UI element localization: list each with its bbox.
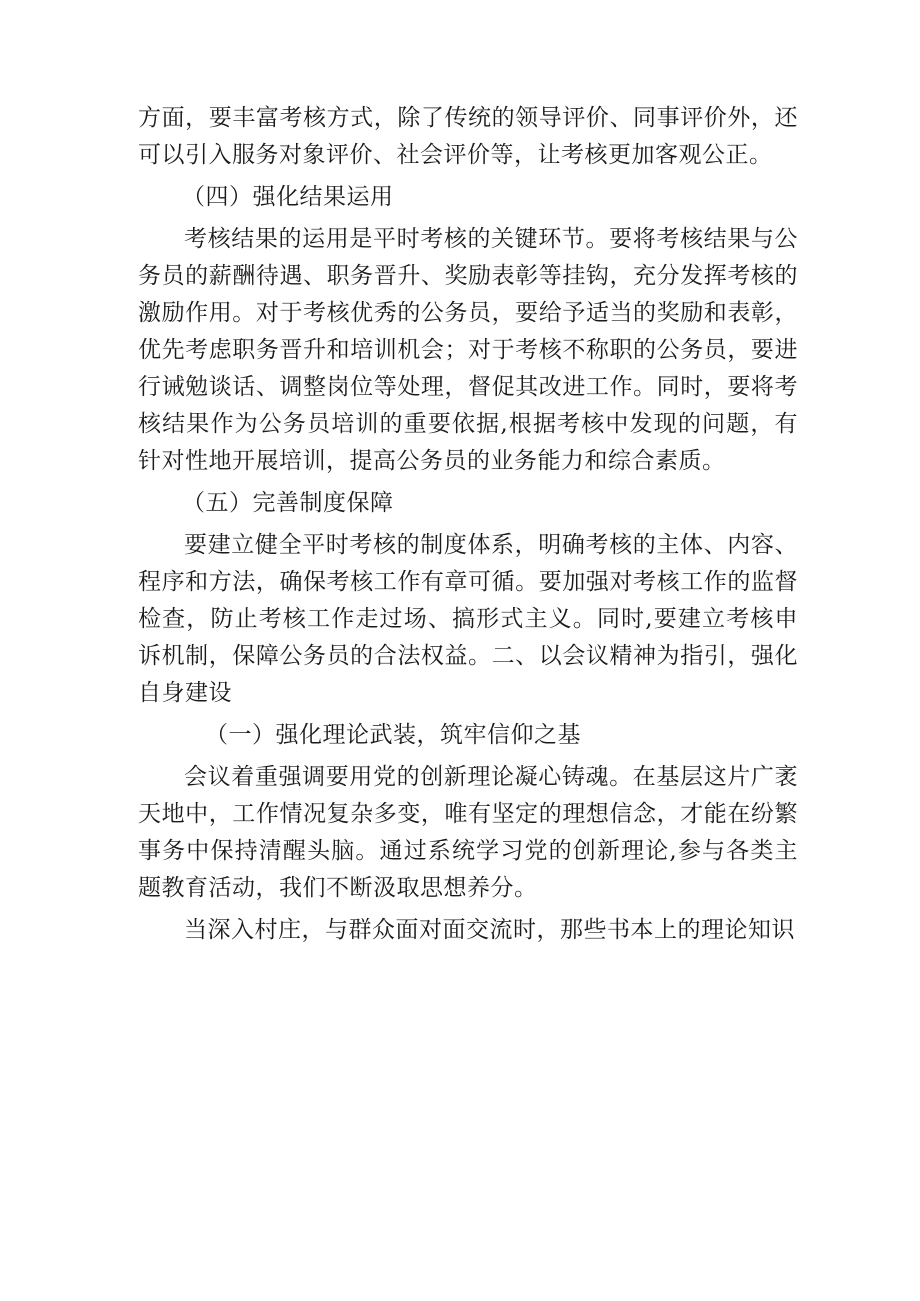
section-heading-5: （五）完善制度保障	[182, 490, 394, 516]
document-body	[138, 100, 798, 954]
paragraph-continuation: 方面，要丰富考核方式，除了传统的领导评价、同事评价外，还可以引入服务对象评价、社会评价等，让考核更加客观公正。	[138, 105, 798, 168]
section-heading-1: （一）强化理论武装，筑牢信仰之基	[205, 722, 581, 748]
paragraph-theory-study: 会议着重强调要用党的创新理论凝心铸魂。在基层这片广袤天地中，工作情况复杂多变，唯有坚定的理想信念，才能在纷繁事务中保持清醒头脑。通过系统学习党的创新理论,参与各类主题教育活动，我们不断汲取思想养分。	[138, 764, 798, 901]
paragraph-village-visit: 当深入村庄，与群众面对面交流时，那些书本上的理论知识	[184, 917, 795, 943]
paragraph-system-guarantee: 要建立健全平时考核的制度体系，明确考核的主体、内容、程序和方法，确保考核工作有章可循。要加强对考核工作的监督检查，防止考核工作走过场、搞形式主义。同时,要建立考核申诉机制，保障公务员的合法权益。二、以会议精神为指引，强化自身建设	[138, 532, 798, 706]
paragraph-results-usage: 考核结果的运用是平时考核的关键环节。要将考核结果与公务员的薪酬待遇、职务晋升、奖励表彰等挂钩，充分发挥考核的激励作用。对于考核优秀的公务员，要给予适当的奖励和表彰，优先考虑职务晋升和培训机会；对于考核不称职的公务员，要进行诫勉谈话、调整岗位等处理，督促其改进工作。同时，要将考核结果作为公务员培训的重要依据,根据考核中发现的问题，有针对性地开展培训，提高公务员的业务能力和综合素质。	[138, 226, 798, 474]
section-heading-4: （四）强化结果运用	[182, 184, 394, 210]
